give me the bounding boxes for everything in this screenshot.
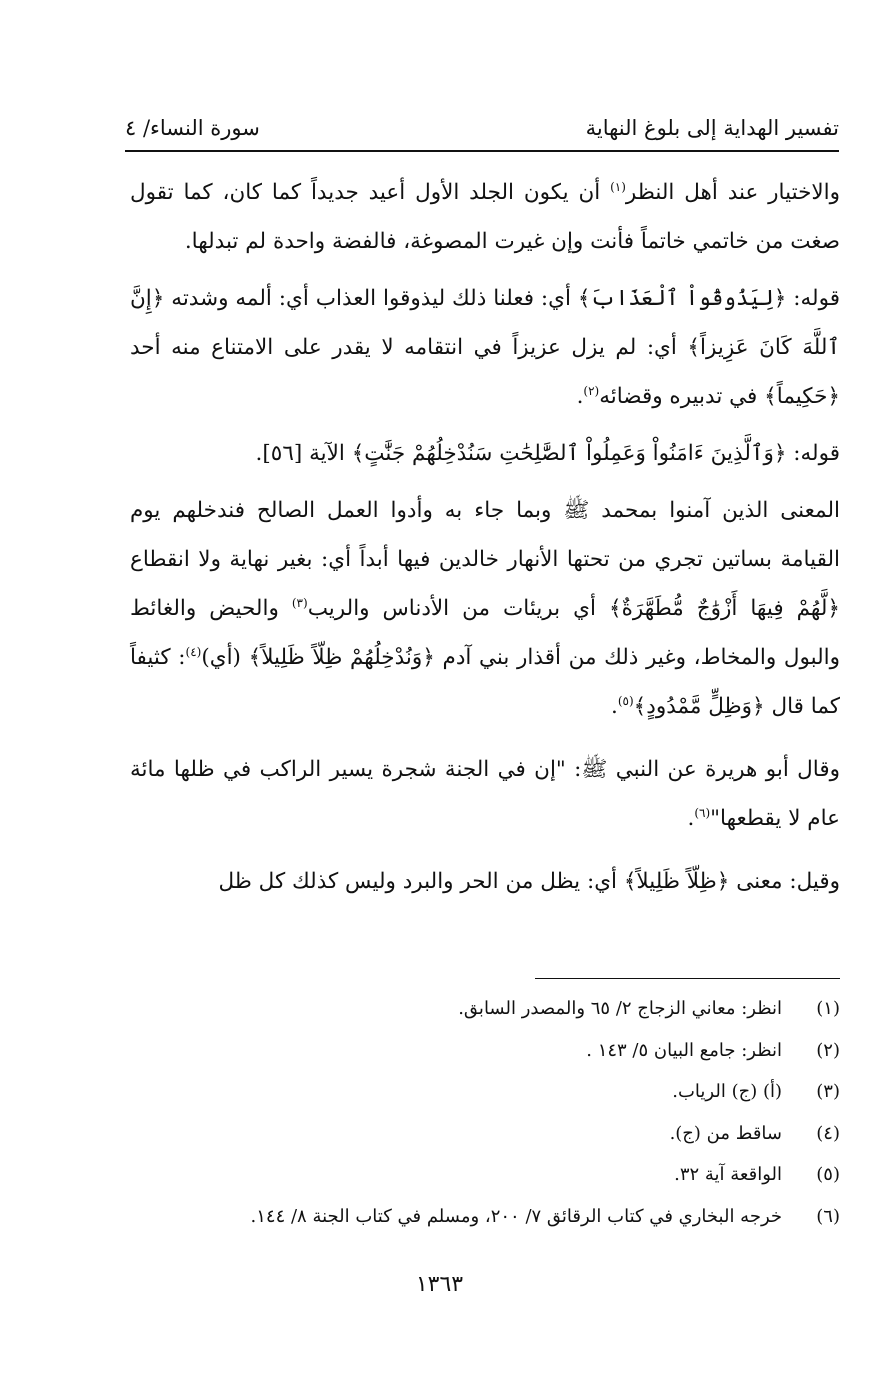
paragraph-6 (130, 857, 840, 906)
footnote-divider (535, 978, 840, 979)
text-run: . (610, 694, 618, 719)
footnote-item (200, 1040, 840, 1082)
footnote-item (200, 1164, 840, 1206)
text-run: والحيض والغائط والبول والمخاط، وغير ذلك من أقذار بني آدم (130, 596, 840, 670)
main-text (130, 168, 840, 914)
text-run: . (687, 806, 695, 831)
footnote-ref[interactable]: (٣) (291, 595, 308, 610)
footnote-ref[interactable]: (٢) (583, 383, 600, 398)
text-run: أي بريئات من الأدناس والريب (307, 596, 609, 621)
text-run: في تدبيره وقضائه (599, 384, 765, 409)
footnote-ref[interactable]: (٤) (185, 644, 202, 659)
text-run: قوله: (786, 441, 840, 466)
text-run: أي: لم يزل عزيزاً في انتقامه لا يقدر على الامتناع منه أحد (130, 335, 688, 360)
quran-verse: ﴿لِيَذُوقُواْ ٱلْعَذَابَ﴾ (577, 286, 787, 311)
footnote-text: ساقط من (ج). (669, 1122, 782, 1144)
footnote-text: خرجه البخاري في كتاب الرقائق ٧/ ٢٠٠، ومسلم في كتاب الجنة ٨/ ١٤٤. (250, 1205, 782, 1227)
text-run: (أي) (201, 645, 249, 670)
footnote-text: الواقعة آية ٣٢. (674, 1164, 782, 1185)
quran-verse: ﴿ظِلّاً ظَلِيلاً﴾ (623, 869, 730, 894)
text-run: قوله: (786, 286, 840, 311)
text-run: أن يكون الجلد الأول أعيد جديداً كما كان، كما تقول صغت من خاتمي خاتماً فأنت وإن غيرت المصوغة، فالفضة واحدة لم تبدلها. (130, 180, 840, 254)
text-run: الآية [٥٦]. (255, 441, 352, 466)
quran-verse: ﴿وَٱلَّذِينَ ءَامَنُواْ وَعَمِلُواْ ٱلصَّٰلِحَٰتِ سَنُدْخِلُهُمْ جَنَّٰتٍ﴾ (351, 441, 787, 466)
text-run: أي: يظل من الحر والبرد وليس كذلك كل ظل (218, 869, 624, 894)
page-number: ١٣٦٣ (415, 1272, 464, 1297)
footnote-number: (٦) (816, 1205, 840, 1227)
paragraph-1 (130, 168, 840, 266)
footnote-number: (٥) (816, 1164, 840, 1185)
footnote-text: انظر: معاني الزجاج ٢/ ٦٥ والمصدر السابق. (458, 998, 782, 1019)
footnote-number: (٣) (816, 1081, 840, 1102)
quran-verse: ﴿لَّهُمْ فِيهَا أَزْوَٰجٌ مُّطَهَّرَةٌ﴾ (608, 596, 840, 621)
text-run: : كثيفاً كما قال (130, 645, 840, 719)
paragraph-3 (130, 429, 840, 478)
quran-verse: ﴿وَظِلٍّ مَّمْدُودٍ﴾ (633, 694, 765, 719)
running-header (125, 108, 839, 148)
footnote-item (200, 1123, 840, 1165)
footnote-text: (أ) (ج) الرياب. (672, 1081, 782, 1102)
footnote-item (200, 998, 840, 1040)
paragraph-2 (130, 274, 840, 421)
footnote-item (200, 1206, 840, 1248)
footnote-ref[interactable]: (٥) (617, 693, 634, 708)
footnotes (200, 998, 840, 1247)
header-divider (125, 150, 839, 152)
footnote-number: (٢) (816, 1039, 840, 1061)
text-run: وقيل: معنى (729, 869, 840, 894)
paragraph-4 (130, 486, 840, 731)
surah-label: سورة النساء/ ٤ (125, 116, 260, 140)
footnote-ref[interactable]: (١) (610, 179, 626, 194)
footnote-number: (٤) (816, 1122, 840, 1144)
text-run: وقال أبو هريرة عن النبي ﷺ: "إن في الجنة شجرة يسير الراكب في ظلها مائة عام لا يقطعها" (130, 757, 840, 831)
text-run: أي: فعلنا ذلك ليذوقوا العذاب أي: ألمه وشدته (164, 286, 578, 311)
text-run: المعنى الذين آمنوا بمحمد ﷺ وبما جاء به وأدوا العمل الصالح فندخلهم يوم القيامة بساتين تجري من تحتها الأنهار خالدين فيها أبداً أي: بغير نهاية ولا انقطاع (130, 498, 840, 572)
footnote-ref[interactable]: (٦) (694, 805, 711, 820)
text-run: والاختيار عند أهل النظر (625, 180, 840, 205)
footnote-number: (١) (816, 998, 840, 1019)
quran-verse: ﴿وَنُدْخِلُهُمْ ظِلّاً ظَلِيلاً﴾ (248, 645, 435, 670)
footnote-item (200, 1081, 840, 1123)
footnote-text: انظر: جامع البيان ٥/ ١٤٣ . (586, 1039, 782, 1061)
text-run: . (576, 384, 584, 409)
paragraph-5 (130, 745, 840, 843)
quran-verse: ﴿حَكِيماً﴾ (764, 384, 840, 409)
quran-verse: ﴿إِنَّ ٱللَّهَ كَانَ عَزِيزاً﴾ (130, 286, 840, 360)
book-title: تفسير الهداية إلى بلوغ النهاية (585, 116, 839, 140)
